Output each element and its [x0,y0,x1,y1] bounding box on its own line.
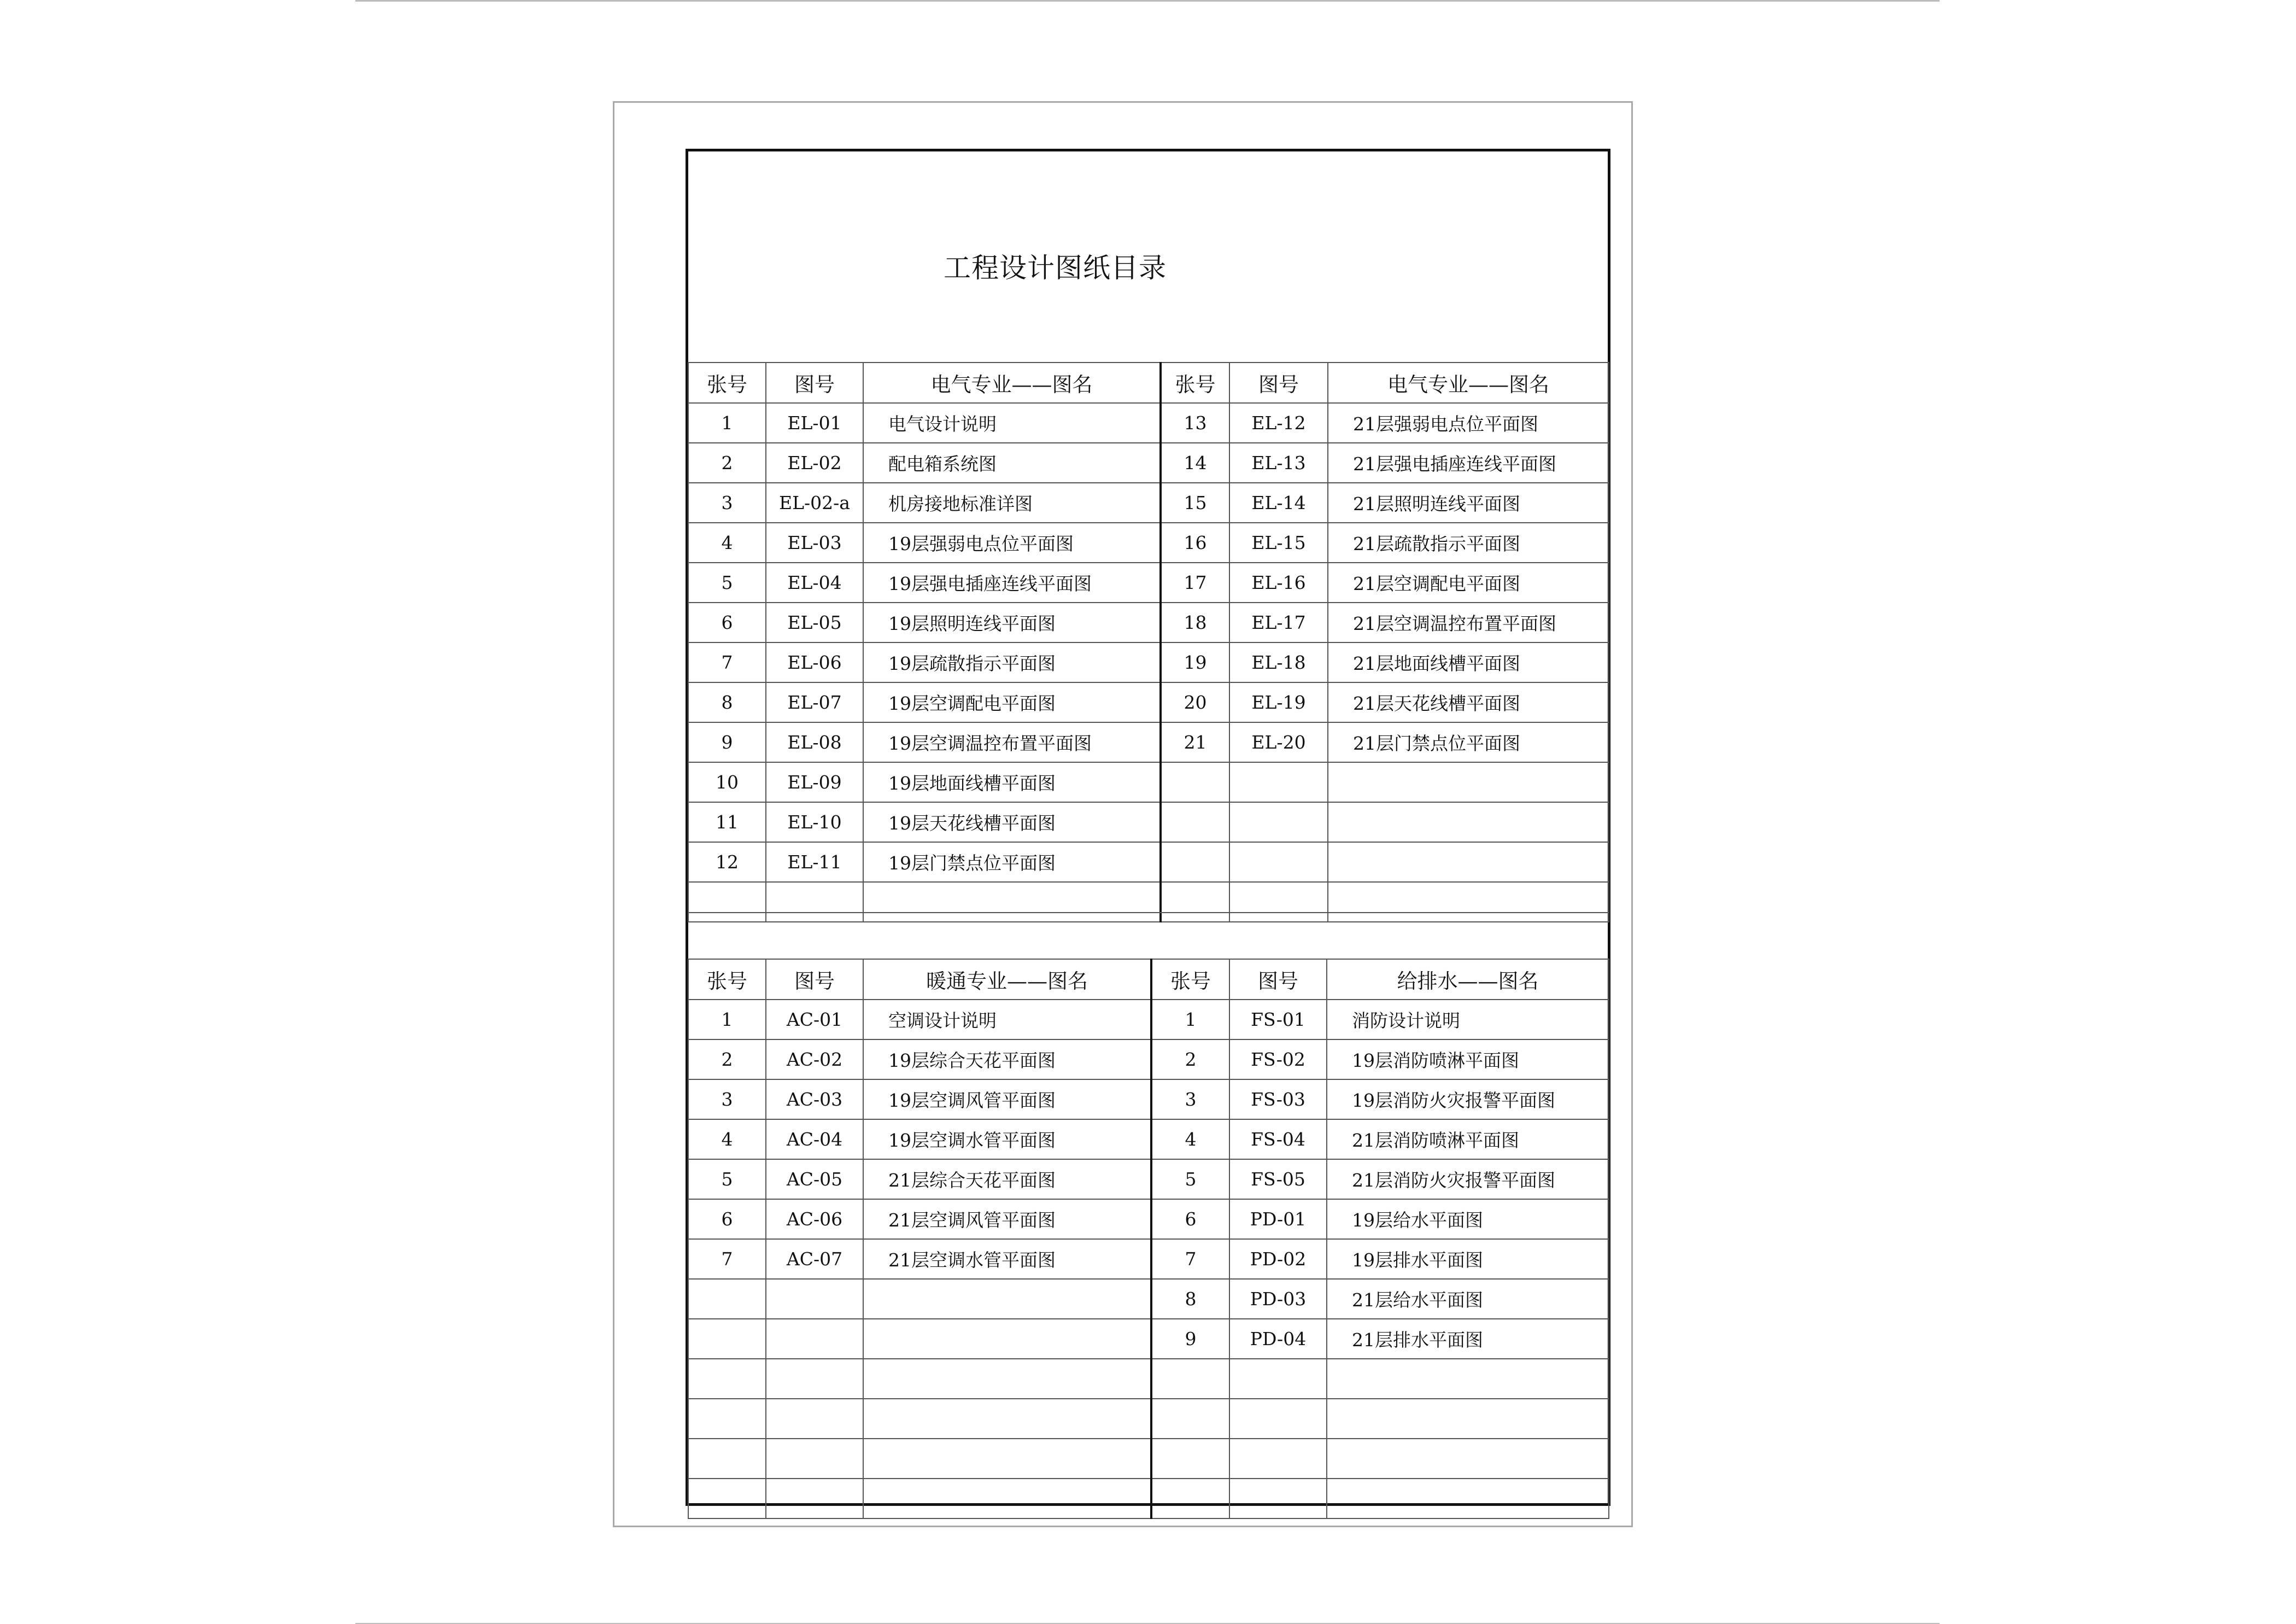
drawing-name [1328,882,1609,922]
column-header: 图号 [766,363,863,403]
sheet-number: 17 [1161,563,1229,603]
table-row [688,882,1609,922]
table-row [688,443,1609,483]
table-row [688,1319,1609,1359]
drawing-name: 21层给水平面图 [1327,1279,1609,1319]
drawing-number: FS-03 [1229,1079,1327,1119]
drawing-number: AC-01 [766,1000,863,1039]
drawing-number: EL-16 [1229,563,1328,603]
document-title: 工程设计图纸目录 [944,252,1167,284]
table-row [688,1039,1609,1079]
drawing-number: EL-15 [1229,523,1328,563]
sheet-number: 3 [1151,1079,1229,1119]
table-row [688,483,1609,523]
drawing-number: EL-05 [766,603,863,642]
drawing-name [1327,1439,1609,1479]
sheet-number [1151,1399,1229,1439]
sheet-number: 4 [688,1119,766,1159]
column-header: 图号 [1229,959,1327,1000]
drawing-number: PD-04 [1229,1319,1327,1359]
drawing-number: EL-20 [1229,722,1328,762]
sheet-number: 9 [688,722,766,762]
drawing-name [863,1359,1151,1399]
drawing-name: 21层门禁点位平面图 [1328,722,1609,762]
drawing-number: EL-07 [766,682,863,722]
drawing-name: 19层强电插座连线平面图 [863,563,1161,603]
column-header: 张号 [1161,363,1229,403]
drawing-name: 电气设计说明 [863,403,1161,443]
drawing-number [766,1359,863,1399]
sheet-number [1151,1439,1229,1479]
table-row [688,1399,1609,1439]
drawing-name: 19层空调温控布置平面图 [863,722,1161,762]
drawing-number: EL-17 [1229,603,1328,642]
table-row [688,563,1609,603]
sheet-number: 7 [688,1239,766,1279]
drawing-name: 19层给水平面图 [1327,1199,1609,1239]
top-divider [355,0,1940,2]
drawing-name: 21层强电插座连线平面图 [1328,443,1609,483]
section-divider [688,912,1608,913]
sheet-number [1161,802,1229,842]
drawing-name: 21层空调风管平面图 [863,1199,1151,1239]
sheet-number: 20 [1161,682,1229,722]
drawing-name: 机房接地标准详图 [863,483,1161,523]
table-header-row [688,363,1609,403]
drawing-number: EL-12 [1229,403,1328,443]
sheet-number: 19 [1161,642,1229,682]
drawing-number: EL-08 [766,722,863,762]
drawing-name: 21层消防喷淋平面图 [1327,1119,1609,1159]
sheet-number [688,1319,766,1359]
drawing-number: PD-01 [1229,1199,1327,1239]
drawing-number: FS-05 [1229,1159,1327,1199]
table-row [688,842,1609,882]
drawing-name [863,1399,1151,1439]
drawing-name [863,1439,1151,1479]
table-row [688,722,1609,762]
sheet-number: 12 [688,842,766,882]
drawing-number: FS-01 [1229,1000,1327,1039]
sheet-number: 4 [688,523,766,563]
column-header: 张号 [688,959,766,1000]
drawing-name [1328,762,1609,802]
table-row [688,1239,1609,1279]
drawing-name: 消防设计说明 [1327,1000,1609,1039]
sheet-number: 15 [1161,483,1229,523]
sheet-number: 5 [688,1159,766,1199]
table-row [688,1000,1609,1039]
drawing-number: FS-02 [1229,1039,1327,1079]
table-row [688,1359,1609,1399]
sheet-number: 7 [688,642,766,682]
hvac-plumbing-index-table [688,959,1609,1519]
column-header: 张号 [1151,959,1229,1000]
drawing-name: 配电箱系统图 [863,443,1161,483]
table-row [688,1079,1609,1119]
sheet-number: 1 [688,403,766,443]
drawing-name: 19层疏散指示平面图 [863,642,1161,682]
sheet-number [688,1359,766,1399]
column-header: 图号 [766,959,863,1000]
sheet-number: 11 [688,802,766,842]
drawing-number [766,1319,863,1359]
drawing-name: 19层消防喷淋平面图 [1327,1039,1609,1079]
drawing-name: 21层疏散指示平面图 [1328,523,1609,563]
drawing-number: EL-04 [766,563,863,603]
sheet-number [1161,882,1229,922]
sheet-number [688,1439,766,1479]
table-header-row [688,959,1609,1000]
sheet-number: 3 [688,483,766,523]
drawing-number [1229,1399,1327,1439]
drawing-name: 21层强弱电点位平面图 [1328,403,1609,443]
drawing-number: EL-06 [766,642,863,682]
sheet-number: 2 [688,443,766,483]
drawing-number [1229,762,1328,802]
drawing-name [1328,802,1609,842]
table-row [688,1439,1609,1479]
sheet-number: 18 [1161,603,1229,642]
sheet-number: 8 [688,682,766,722]
drawing-name [863,1319,1151,1359]
sheet-number: 6 [688,1199,766,1239]
column-header: 张号 [688,363,766,403]
column-header: 给排水——图名 [1327,959,1609,1000]
electrical-index-table [688,362,1609,922]
drawing-name: 21层排水平面图 [1327,1319,1609,1359]
drawing-name: 19层门禁点位平面图 [863,842,1161,882]
drawing-number: EL-14 [1229,483,1328,523]
table-row [688,1159,1609,1199]
drawing-number: EL-02-a [766,483,863,523]
drawing-name: 21层天花线槽平面图 [1328,682,1609,722]
table-row [688,642,1609,682]
column-header: 图号 [1229,363,1328,403]
drawing-name: 19层排水平面图 [1327,1239,1609,1279]
drawing-name: 21层空调配电平面图 [1328,563,1609,603]
sheet-number: 6 [1151,1199,1229,1239]
drawing-number: FS-04 [1229,1119,1327,1159]
drawing-name: 19层空调配电平面图 [863,682,1161,722]
drawing-number [1229,1479,1327,1518]
drawing-number: EL-10 [766,802,863,842]
drawing-number: AC-05 [766,1159,863,1199]
drawing-number: EL-11 [766,842,863,882]
drawing-number [766,1399,863,1439]
table-row [688,802,1609,842]
drawing-number [766,1439,863,1479]
drawing-name [1327,1359,1609,1399]
drawing-number [1229,802,1328,842]
drawing-name: 21层空调温控布置平面图 [1328,603,1609,642]
sheet-number [1161,842,1229,882]
drawing-number: EL-19 [1229,682,1328,722]
drawing-name: 19层强弱电点位平面图 [863,523,1161,563]
sheet-number: 5 [1151,1159,1229,1199]
drawing-name [863,882,1161,922]
drawing-name: 19层空调风管平面图 [863,1079,1151,1119]
sheet-number: 1 [688,1000,766,1039]
drawing-name [1327,1399,1609,1439]
sheet-number: 1 [1151,1000,1229,1039]
drawing-number: AC-07 [766,1239,863,1279]
drawing-name [1328,842,1609,882]
sheet-number: 10 [688,762,766,802]
drawing-name: 21层地面线槽平面图 [1328,642,1609,682]
sheet-number [688,1279,766,1319]
sheet-number: 6 [688,603,766,642]
drawing-number [1229,882,1328,922]
drawing-number: PD-03 [1229,1279,1327,1319]
sheet-number: 9 [1151,1319,1229,1359]
table-row [688,1119,1609,1159]
drawing-name [863,1479,1151,1518]
drawing-name: 21层照明连线平面图 [1328,483,1609,523]
drawing-number: EL-09 [766,762,863,802]
drawing-number: PD-02 [1229,1239,1327,1279]
drawing-number: EL-13 [1229,443,1328,483]
drawing-name: 21层空调水管平面图 [863,1239,1151,1279]
drawing-name: 19层消防火灾报警平面图 [1327,1079,1609,1119]
sheet-number: 8 [1151,1279,1229,1319]
table-row [688,603,1609,642]
drawing-number: AC-06 [766,1199,863,1239]
sheet-number: 5 [688,563,766,603]
drawing-number [1229,842,1328,882]
sheet-number [688,1479,766,1518]
drawing-name: 21层消防火灾报警平面图 [1327,1159,1609,1199]
drawing-number: EL-01 [766,403,863,443]
drawing-name: 19层地面线槽平面图 [863,762,1161,802]
sheet-number [1151,1479,1229,1518]
drawing-name: 21层综合天花平面图 [863,1159,1151,1199]
drawing-number: AC-03 [766,1079,863,1119]
drawing-number [1229,1359,1327,1399]
drawing-name: 19层天花线槽平面图 [863,802,1161,842]
drawing-name: 19层空调水管平面图 [863,1119,1151,1159]
drawing-name: 空调设计说明 [863,1000,1151,1039]
drawing-number: EL-18 [1229,642,1328,682]
sheet-number: 7 [1151,1239,1229,1279]
sheet-number: 2 [1151,1039,1229,1079]
drawing-name [1327,1479,1609,1518]
sheet-number: 13 [1161,403,1229,443]
table-row [688,1279,1609,1319]
drawing-number [766,1479,863,1518]
column-header: 电气专业——图名 [1328,363,1609,403]
drawing-name: 19层照明连线平面图 [863,603,1161,642]
drawing-number [766,882,863,922]
sheet-number: 14 [1161,443,1229,483]
drawing-number: EL-02 [766,443,863,483]
drawing-number: EL-03 [766,523,863,563]
sheet-number [1151,1359,1229,1399]
table-row [688,403,1609,443]
drawing-number [766,1279,863,1319]
sheet-number: 2 [688,1039,766,1079]
sheet-number [688,1399,766,1439]
sheet-number [688,882,766,922]
table-row [688,523,1609,563]
drawing-number: AC-02 [766,1039,863,1079]
drawing-number [1229,1439,1327,1479]
sheet-number: 16 [1161,523,1229,563]
sheet-number: 21 [1161,722,1229,762]
column-header: 暖通专业——图名 [863,959,1151,1000]
sheet-number: 3 [688,1079,766,1119]
drawing-name: 19层综合天花平面图 [863,1039,1151,1079]
drawing-name [863,1279,1151,1319]
table-row [688,762,1609,802]
table-row [688,1479,1609,1518]
sheet-number: 4 [1151,1119,1229,1159]
table-row [688,1199,1609,1239]
sheet-number [1161,762,1229,802]
table-row [688,682,1609,722]
drawing-number: AC-04 [766,1119,863,1159]
column-header: 电气专业——图名 [863,363,1161,403]
